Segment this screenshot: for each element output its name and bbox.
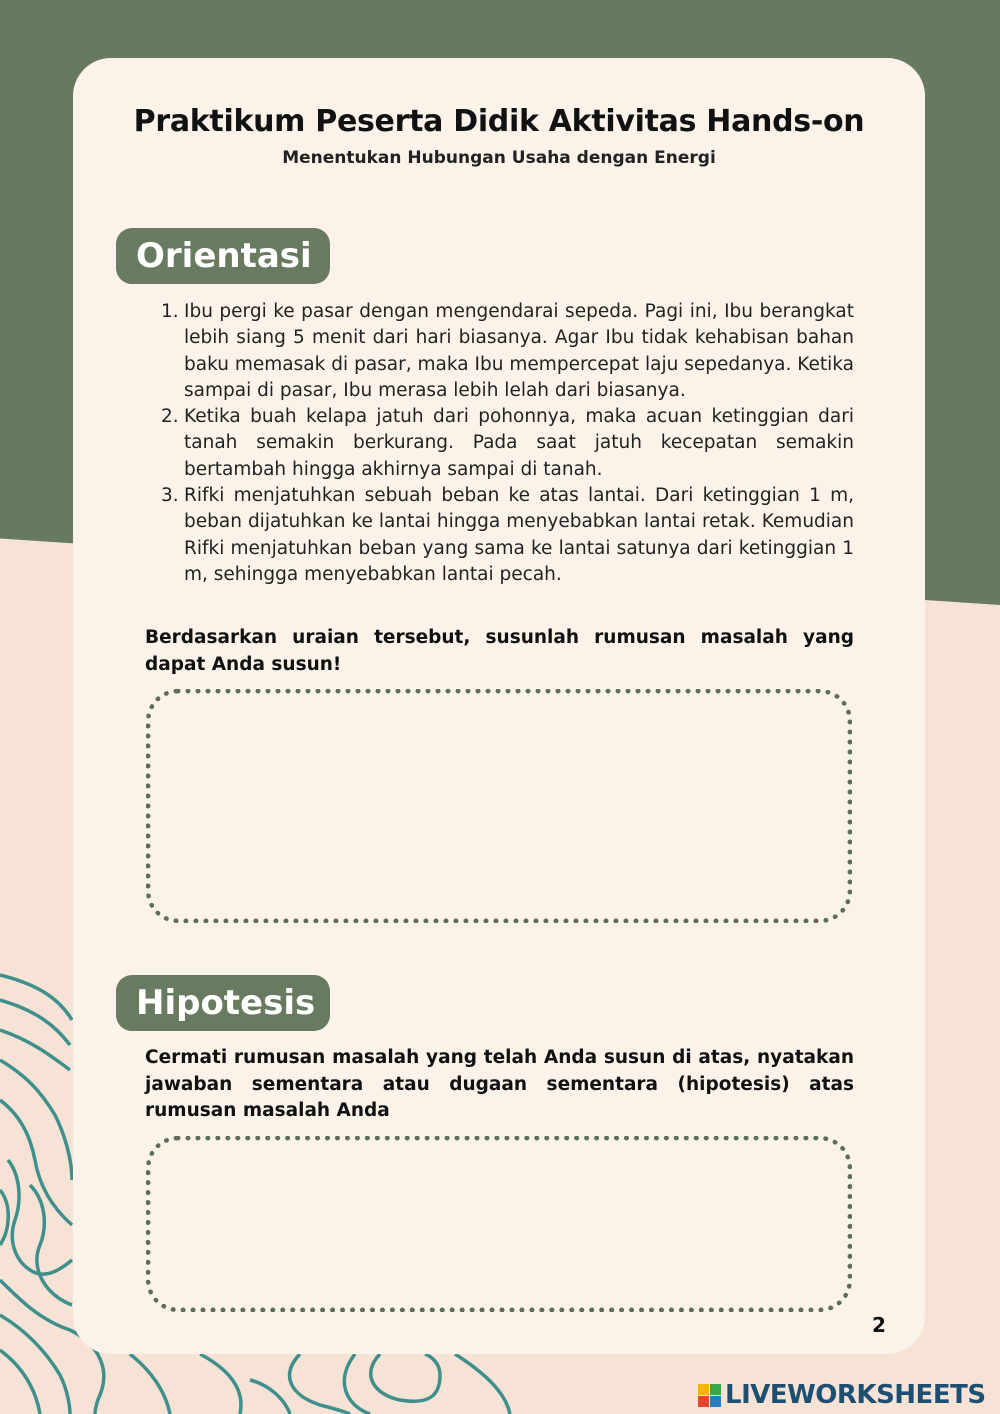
orientasi-list [145, 299, 854, 588]
orientasi-prompt: Berdasarkan uraian tersebut, susunlah rumusan masalah yang dapat Anda susun! [145, 627, 854, 675]
list-item-text: Ibu pergi ke pasar dengan mengendarai sepeda. Pagi ini, Ibu berangkat lebih siang 5 menit dari hari biasanya. Agar Ibu tidak kehabisan bahan baku memasak di pasar, maka Ibu mempercepat laju sepedanya. Ketika sampai di pasar, Ibu merasa lebih lelah dari biasanya. [184, 301, 854, 401]
list-item-text: Ketika buah kelapa jatuh dari pohonnya, maka acuan ketinggian dari tanah semakin berkurang. Pada saat jatuh kecepatan semakin bertambah hingga akhirnya sampai di tanah. [184, 406, 854, 480]
section-heading-orientasi: Orientasi [116, 228, 330, 284]
swirl-line [130, 1354, 170, 1414]
brand-name: LIVEWORKSHEETS [725, 1380, 986, 1410]
swirl-line [371, 1354, 440, 1401]
rumusan-masalah-answer-box[interactable] [146, 689, 852, 923]
page-subtitle: Menentukan Hubungan Usaha dengan Energi [282, 148, 716, 168]
hipotesis-prompt: Cermati rumusan masalah yang telah Anda susun di atas, nyatakan jawaban sementara atau dugaan sementara (hipotesis) atas rumusan masalah Anda [145, 1047, 854, 1121]
list-item-number: 3. [161, 485, 179, 507]
list-item-number: 1. [161, 301, 179, 322]
hipotesis-answer-box[interactable] [146, 1136, 852, 1312]
swirl-line [0, 1350, 40, 1414]
liveworksheets-brand [698, 1377, 986, 1413]
list-item [145, 299, 854, 404]
page-number: 2 [872, 1313, 886, 1337]
swirl-line [344, 1354, 370, 1414]
section-heading-hipotesis: Hipotesis [116, 975, 330, 1031]
swirl-line [0, 1000, 70, 1045]
swirl-line [455, 1354, 510, 1414]
swirl-line [250, 1380, 290, 1414]
swirl-line [290, 1354, 350, 1414]
liveworksheets-logo-icon [698, 1384, 721, 1407]
page-title: Praktikum Peserta Didik Aktivitas Hands-on [133, 104, 865, 139]
swirl-line [0, 1190, 8, 1245]
swirl-line [0, 1030, 70, 1070]
list-item [145, 404, 854, 483]
list-item [145, 483, 854, 588]
swirl-line [200, 1354, 241, 1414]
list-item-text: Rifki menjatuhkan sebuah beban ke atas lantai. Dari ketinggian 1 m, beban dijatuhkan ke lantai hingga menyebabkan lantai retak. Kemudian Rifki menjatuhkan beban yang sama ke lantai satunya dari ketinggian 1 m, sehingga menyebabkan lantai pecah. [184, 485, 854, 585]
list-item-number: 2. [161, 406, 179, 428]
